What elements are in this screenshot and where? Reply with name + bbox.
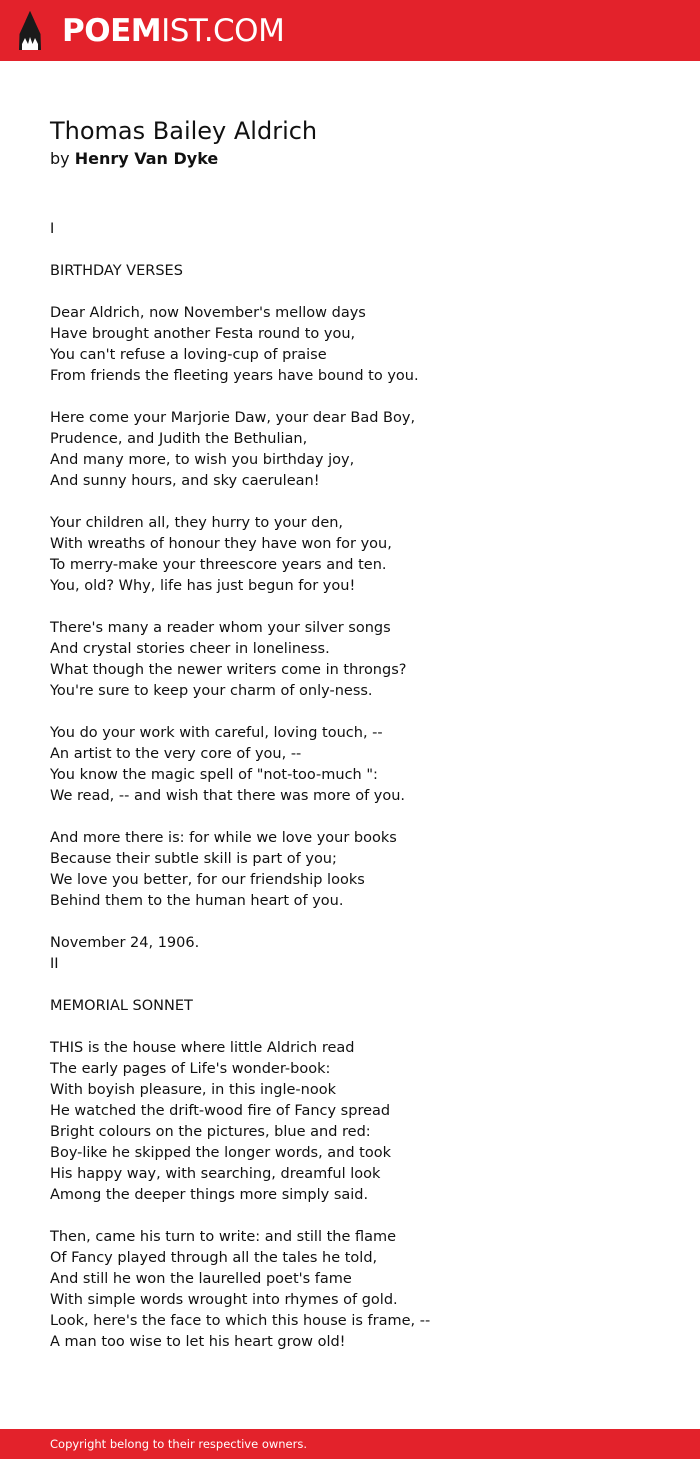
poem-line: Look, here's the face to which this house is frame, -- [50,1313,431,1329]
poem-line: To merry-make your threescore years and ten. [50,557,387,573]
poem-line: A man too wise to let his heart grow old! [50,1334,346,1350]
logo-text-light: IST.COM [161,13,285,49]
site-footer [0,1429,700,1459]
poem-line: And crystal stories cheer in loneliness. [50,641,330,657]
logo-text-bold: POEM [62,13,162,49]
poem-line: BIRTHDAY VERSES [50,263,183,279]
site-logo[interactable] [62,11,284,51]
poem-line: MEMORIAL SONNET [50,998,193,1014]
stanza-break [50,282,670,303]
poem-line: You can't refuse a loving-cup of praise [50,347,327,363]
poem-line: Behind them to the human heart of you. [50,893,344,909]
stanza-break [50,1206,670,1227]
poem-line: We read, -- and wish that there was more of you. [50,788,406,804]
poem-line: He watched the drift-wood fire of Fancy spread [50,1103,391,1119]
poem-line: II [50,956,59,972]
poem-line: I [50,221,55,237]
poem-line: There's many a reader whom your silver songs [50,620,391,636]
poem-line: With wreaths of honour they have won for you, [50,536,392,552]
poem-line: Because their subtle skill is part of you; [50,851,337,867]
stanza-break [50,240,670,261]
pencil-tip-icon [17,10,43,52]
poem-line: You do your work with careful, loving touch, -- [50,725,383,741]
stanza-break [50,597,670,618]
poem-line: Your children all, they hurry to your den, [50,515,344,531]
poem-line: And many more, to wish you birthday joy, [50,452,355,468]
poem-line: Boy-like he skipped the longer words, and took [50,1145,392,1161]
poem-line: We love you better, for our friendship looks [50,872,365,888]
poem-line: You, old? Why, life has just begun for you! [50,578,356,594]
stanza-break [50,975,670,996]
poem-line: November 24, 1906. [50,935,200,951]
poem-line: Of Fancy played through all the tales he told, [50,1250,378,1266]
poem-line: You know the magic spell of "not-too-much ": [50,767,378,783]
poem-line: The early pages of Life's wonder-book: [50,1061,331,1077]
poem-line: Here come your Marjorie Daw, your dear Bad Boy, [50,410,416,426]
poem-line: You're sure to keep your charm of only-ness. [50,683,373,699]
poem-line: And still he won the laurelled poet's fame [50,1271,352,1287]
stanza-break [50,702,670,723]
poem-line: THIS is the house where little Aldrich read [50,1040,355,1056]
stanza-break [50,807,670,828]
copyright-text: Copyright belong to their respective owners. [50,1437,308,1451]
poem-line: Have brought another Festa round to you, [50,326,356,342]
site-header [0,0,700,61]
stanza-break [50,912,670,933]
poem-title: Thomas Bailey Aldrich [50,117,318,145]
poem-line: Bright colours on the pictures, blue and red: [50,1124,371,1140]
poem-line: Among the deeper things more simply said. [50,1187,369,1203]
stanza-break [50,387,670,408]
poem-body [50,219,670,1353]
poem-line: From friends the fleeting years have bound to you. [50,368,419,384]
stanza-break [50,492,670,513]
poem-line: Prudence, and Judith the Bethulian, [50,431,308,447]
poem-line: Then, came his turn to write: and still the flame [50,1229,397,1245]
author-name: Henry Van Dyke [74,149,219,168]
poem-line: Dear Aldrich, now November's mellow days [50,305,366,321]
poem-line: An artist to the very core of you, -- [50,746,302,762]
poem-line: His happy way, with searching, dreamful look [50,1166,381,1182]
byline [50,148,218,170]
poem-line: And sunny hours, and sky caerulean! [50,473,320,489]
poem-line: With boyish pleasure, in this ingle-nook [50,1082,336,1098]
poem-line: And more there is: for while we love your books [50,830,397,846]
stanza-break [50,1017,670,1038]
poem-line: What though the newer writers come in throngs? [50,662,407,678]
poem-line: With simple words wrought into rhymes of gold. [50,1292,398,1308]
by-label: by [50,149,70,168]
